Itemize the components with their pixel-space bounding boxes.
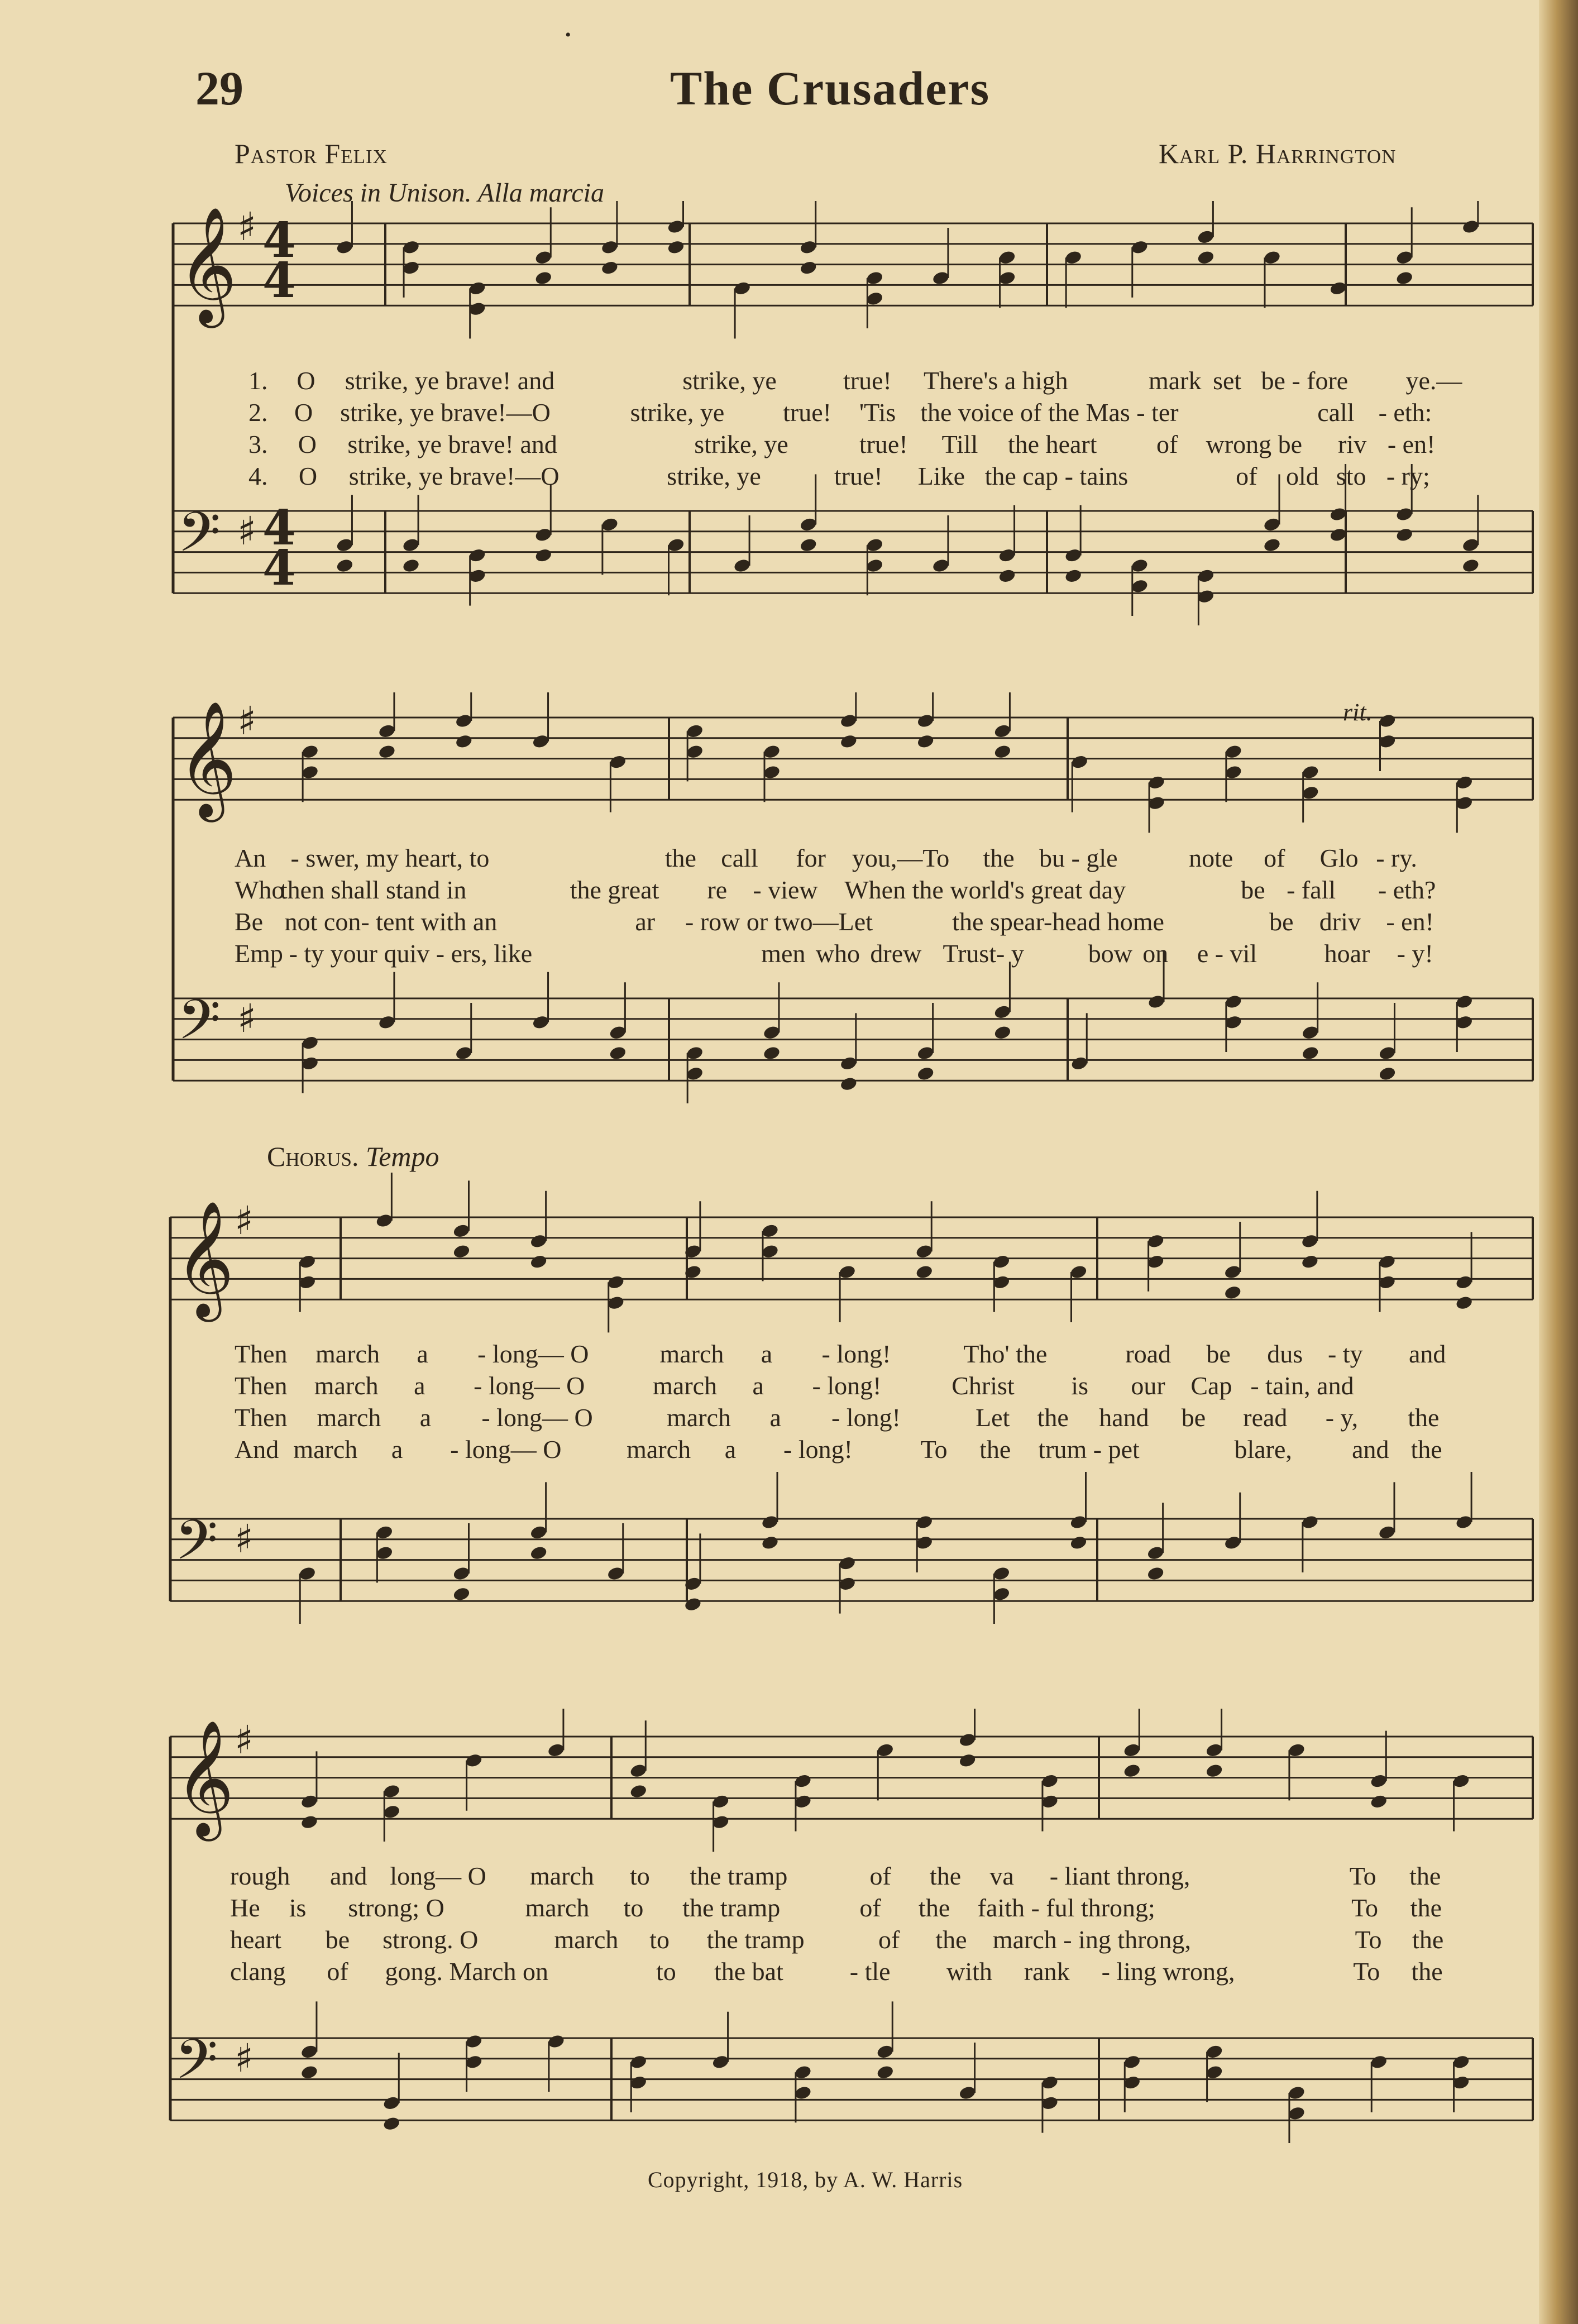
lyric-syllable: drew — [870, 939, 922, 968]
lyric-syllable: rough — [230, 1862, 290, 1890]
lyric-syllable: read — [1243, 1403, 1288, 1432]
lyric-syllable: march — [659, 1340, 724, 1368]
lyric-syllable: march — [667, 1403, 731, 1432]
lyric-syllable: - view — [753, 876, 818, 904]
verse-line — [0, 429, 1578, 461]
lyric-syllable: be - fore — [1261, 366, 1349, 395]
verse-line — [0, 843, 1578, 874]
lyric-syllable: Then — [235, 1340, 288, 1368]
lyric-syllable: be — [325, 1925, 350, 1954]
note-head — [1069, 1535, 1088, 1551]
lyric-syllable: Be — [235, 907, 264, 936]
lyric-syllable: a — [769, 1403, 781, 1432]
lyric-syllable: driv — [1319, 907, 1361, 936]
lyric-syllable: - eth? — [1378, 876, 1436, 904]
lyric-syllable: the — [1411, 1957, 1443, 1986]
lyric-syllable: bu - gle — [1039, 844, 1118, 872]
key-signature-sharp: ♯ — [237, 204, 256, 250]
lyric-syllable: of — [878, 1925, 900, 1954]
lyric-syllable: of — [327, 1957, 348, 1986]
note-head — [377, 744, 396, 759]
lyric-syllable: the spear-head home — [952, 907, 1164, 936]
lyric-syllable: An — [235, 844, 266, 872]
lyric-syllable: march — [317, 1403, 381, 1432]
note-head — [1370, 1794, 1388, 1809]
lyric-syllable: O — [297, 366, 315, 395]
lyric-syllable: Who — [235, 876, 285, 904]
lyric-syllable: note — [1189, 844, 1233, 872]
note-head — [993, 1025, 1012, 1040]
note-head — [1064, 568, 1083, 584]
lyric-syllable: - ling wrong, — [1101, 1957, 1235, 1986]
lyric-syllable: - ry; — [1386, 462, 1430, 490]
lyric-syllable: Tho' the — [963, 1340, 1048, 1368]
lyric-syllable: strike, ye — [694, 430, 788, 458]
lyric-syllable: There's a high — [923, 366, 1068, 395]
lyric-syllable: the — [935, 1925, 967, 1954]
lyric-syllable: O — [298, 462, 318, 490]
note-head — [1123, 1763, 1141, 1778]
lyric-syllable: strong; O — [348, 1893, 444, 1922]
lyric-syllable: a — [417, 1340, 428, 1368]
bass-clef: 𝄢 — [178, 988, 221, 1066]
lyric-syllable: the cap - tains — [984, 462, 1128, 490]
lyric-syllable: march — [293, 1435, 358, 1464]
note-head — [1223, 1285, 1242, 1300]
lyric-syllable: - long! — [812, 1371, 882, 1400]
lyric-syllable: march - ing throng, — [992, 1925, 1191, 1954]
lyric-syllable: call — [721, 844, 758, 872]
lyric-syllable: is — [1071, 1371, 1088, 1400]
lyric-syllable: wrong be — [1206, 430, 1303, 458]
treble-clef: 𝄞 — [178, 700, 237, 817]
lyric-syllable: march — [653, 1371, 718, 1400]
lyric-syllable: - fall — [1287, 876, 1336, 904]
lyric-syllable: to — [623, 1893, 644, 1922]
lyric-syllable: Christ — [951, 1371, 1015, 1400]
note-head — [916, 734, 935, 749]
lyric-syllable: Then — [235, 1371, 288, 1400]
lyric-syllable: strong. O — [382, 1925, 479, 1954]
lyric-syllable: the — [1409, 1862, 1441, 1890]
lyric-syllable: to — [629, 1862, 650, 1890]
lyric-syllable: Like — [917, 462, 965, 490]
note-head — [1146, 1566, 1165, 1581]
lyric-syllable: our — [1131, 1371, 1165, 1400]
time-signature-top: 4 — [262, 500, 296, 556]
lyric-syllable: with — [946, 1957, 992, 1986]
lyric-syllable: - long! — [821, 1340, 891, 1368]
note-head — [529, 1254, 548, 1269]
lyric-syllable: To — [1353, 1957, 1380, 1986]
note-head — [1395, 527, 1414, 543]
lyric-syllable: - en! — [1387, 430, 1436, 458]
lyric-syllable: - tain, and — [1250, 1371, 1354, 1400]
key-signature-sharp: ♯ — [235, 1516, 254, 1562]
lyric-syllable: Till — [941, 430, 978, 458]
key-signature-sharp: ♯ — [237, 996, 256, 1041]
lyric-syllable: - en! — [1386, 907, 1434, 936]
lyric-syllable: is — [289, 1893, 307, 1922]
lyric-syllable: the tramp — [682, 1893, 781, 1922]
lyric-syllable: true! — [834, 462, 883, 490]
lyric-syllable: true! — [859, 430, 908, 458]
copyright-notice: Copyright, 1918, by A. W. Harris — [648, 2167, 963, 2192]
lyric-syllable: - long! — [783, 1435, 853, 1464]
lyric-syllable: call — [1317, 398, 1355, 427]
lyric-syllable: to — [656, 1957, 676, 1986]
lyric-syllable: Emp — [235, 939, 283, 968]
lyric-syllable: of — [1156, 430, 1178, 458]
note-head — [629, 1783, 648, 1799]
note-head — [1197, 250, 1215, 265]
verse-line — [0, 1371, 1578, 1402]
lyric-syllable: - row or two—Let — [685, 907, 873, 936]
lyric-syllable: To — [1351, 1893, 1378, 1922]
lyric-syllable: O — [298, 430, 317, 458]
note-head — [1300, 1254, 1319, 1269]
note-head — [1263, 537, 1281, 553]
lyric-syllable: - long! — [831, 1403, 901, 1432]
note-head — [529, 1545, 548, 1561]
lyric-syllable: be — [1181, 1403, 1206, 1432]
note-head — [876, 2064, 895, 2080]
lyric-syllable: va — [989, 1862, 1014, 1890]
tempo-marking: Voices in Unison. Alla marcia — [285, 178, 604, 208]
lyric-syllable: 3. — [248, 430, 268, 458]
lyric-syllable: the — [664, 844, 696, 872]
note-head — [534, 270, 553, 286]
lyric-syllable: clang — [230, 1957, 286, 1986]
lyric-syllable: ar — [635, 907, 656, 936]
page-number: 29 — [195, 61, 243, 115]
lyric-syllable: To — [1349, 1862, 1376, 1890]
lyric-syllable: mark — [1148, 366, 1202, 395]
lyric-syllable: sto — [1336, 462, 1366, 490]
lyric-syllable: - ty your quiv - ers, like — [289, 939, 533, 968]
lyric-syllable: strike, ye — [630, 398, 725, 427]
lyric-syllable: heart — [230, 1925, 281, 1954]
lyric-syllable: strike, ye — [667, 462, 761, 490]
lyric-syllable: of — [1236, 462, 1257, 490]
treble-clef: 𝄞 — [175, 1200, 235, 1317]
note-head — [401, 558, 420, 573]
lyric-syllable: a — [414, 1371, 425, 1400]
note-head — [1378, 1066, 1397, 1082]
lyric-syllable: long— O — [390, 1862, 486, 1890]
lyric-syllable: and — [1352, 1435, 1389, 1464]
lyric-syllable: - long— O — [474, 1371, 585, 1400]
lyric-syllable: the great — [570, 876, 659, 904]
bass-clef: 𝄢 — [175, 1508, 218, 1586]
lyric-syllable: road — [1125, 1340, 1171, 1368]
lyric-syllable: strike, ye brave! and — [345, 366, 555, 395]
time-signature-bottom: 4 — [262, 252, 296, 309]
lyric-syllable: on — [1142, 939, 1169, 968]
verse-line — [0, 1925, 1578, 1956]
lyric-syllable: march — [627, 1435, 691, 1464]
verse-line — [0, 461, 1578, 492]
lyric-syllable: the — [1408, 1403, 1440, 1432]
note-head — [300, 2064, 318, 2080]
note-head — [799, 537, 817, 553]
lyric-syllable: march — [315, 1340, 380, 1368]
lyric-syllable: not con- tent with an — [284, 907, 498, 936]
lyric-syllable: hoar — [1324, 939, 1370, 968]
note-head — [1301, 1045, 1319, 1061]
lyric-syllable: the voice of the Mas - ter — [920, 398, 1179, 427]
print-speck: • — [565, 26, 571, 44]
lyric-syllable: Then — [235, 1403, 288, 1432]
note-head — [452, 1586, 471, 1602]
verse-line — [0, 1403, 1578, 1434]
lyric-syllable: strike, ye brave!—O — [340, 398, 551, 427]
composer-credit: Karl P. Harrington — [1159, 138, 1397, 169]
lyric-syllable: hand — [1099, 1403, 1149, 1432]
note-head — [667, 240, 685, 255]
lyric-syllable: of — [869, 1862, 891, 1890]
bass-clef: 𝄢 — [175, 2027, 218, 2106]
lyric-syllable: faith - ful throng; — [977, 1893, 1155, 1922]
lyric-syllable: then shall stand in — [280, 876, 467, 904]
key-signature-sharp: ♯ — [235, 2035, 254, 2081]
lyric-syllable: the — [919, 1893, 950, 1922]
time-signature-top: 4 — [262, 212, 296, 269]
time-signature-bottom: 4 — [262, 540, 296, 596]
note-head — [998, 568, 1016, 584]
note-head — [799, 260, 817, 275]
note-head — [600, 260, 619, 275]
lyric-syllable: a — [391, 1435, 403, 1464]
lyric-syllable: re — [707, 876, 728, 904]
lyric-syllable: a — [752, 1371, 764, 1400]
note-head — [1455, 1295, 1474, 1311]
lyric-syllable: To — [920, 1435, 948, 1464]
lyric-syllable: - eth: — [1378, 398, 1432, 427]
verse-line — [0, 1339, 1578, 1370]
lyric-syllable: And — [235, 1435, 279, 1464]
lyric-syllable: the — [1410, 1435, 1442, 1464]
lyric-syllable: ye.— — [1405, 366, 1462, 395]
lyric-syllable: rank — [1024, 1957, 1070, 1986]
lyric-syllable: 1. — [248, 366, 268, 395]
verse-line — [0, 366, 1578, 397]
lyric-syllable: the bat — [714, 1957, 783, 1986]
lyric-syllable: for — [796, 844, 826, 872]
lyric-syllable: true! — [843, 366, 892, 395]
treble-clef: 𝄞 — [175, 1719, 235, 1837]
note-head — [916, 1066, 935, 1082]
lyric-syllable: a — [419, 1403, 432, 1432]
lyric-syllable: 4. — [248, 462, 268, 490]
lyric-syllable: the — [983, 844, 1015, 872]
lyric-syllable: - ty — [1327, 1340, 1363, 1368]
verse-line — [0, 875, 1578, 906]
treble-clef: 𝄞 — [178, 206, 237, 323]
note-head — [1205, 1763, 1223, 1778]
lyric-syllable: - tle — [849, 1957, 891, 1986]
verse-line — [0, 398, 1578, 429]
lyric-syllable: gong. March on — [385, 1957, 548, 1986]
key-signature-sharp: ♯ — [237, 508, 256, 554]
lyric-syllable: be — [1269, 907, 1294, 936]
note-head — [761, 1535, 779, 1551]
lyric-syllable: strike, ye brave!—O — [348, 462, 560, 490]
chorus-label: Chorus. Tempo — [267, 1141, 439, 1172]
note-head — [762, 1045, 781, 1061]
key-signature-sharp: ♯ — [235, 1198, 254, 1244]
lyric-syllable: march — [314, 1371, 379, 1400]
note-head — [455, 734, 473, 749]
note-head — [1461, 558, 1480, 573]
note-head — [609, 1045, 627, 1061]
verse-line — [0, 939, 1578, 970]
lyric-syllable: a — [724, 1435, 737, 1464]
lyric-syllable: the — [929, 1862, 962, 1890]
lyric-syllable: set — [1213, 366, 1242, 395]
lyric-syllable: e - vil — [1197, 939, 1257, 968]
lyric-syllable: Let — [976, 1403, 1010, 1432]
note-head — [382, 2116, 401, 2131]
lyric-syllable: the — [1412, 1925, 1444, 1954]
verse-line — [0, 1861, 1578, 1892]
lyricist-credit: Pastor Felix — [235, 138, 388, 169]
note-head — [452, 1244, 471, 1259]
verse-line — [0, 1957, 1578, 1988]
lyric-syllable: true! — [783, 398, 831, 427]
lyric-syllable: strike, ye — [682, 366, 777, 395]
lyric-syllable: the — [1410, 1893, 1442, 1922]
lyric-syllable: the — [979, 1435, 1011, 1464]
lyric-syllable: blare, — [1234, 1435, 1292, 1464]
lyric-syllable: Trust- y — [943, 939, 1024, 968]
hymn-title: The Crusaders — [670, 61, 991, 115]
lyric-syllable: be — [1206, 1340, 1231, 1368]
lyric-syllable: dus — [1267, 1340, 1303, 1368]
key-signature-sharp: ♯ — [235, 1717, 254, 1763]
note-head — [915, 1264, 934, 1280]
verse-line — [0, 1434, 1578, 1466]
note-head — [993, 744, 1012, 759]
lyric-syllable: and — [1409, 1340, 1446, 1368]
lyric-syllable: - y! — [1397, 939, 1433, 968]
lyric-syllable: Glo — [1319, 844, 1359, 872]
lyric-syllable: riv — [1338, 430, 1367, 458]
lyric-syllable: be — [1241, 876, 1265, 904]
lyric-syllable: men — [761, 939, 806, 968]
lyric-syllable: - long— O — [450, 1435, 562, 1464]
lyric-syllable: old — [1286, 462, 1319, 490]
lyric-syllable: strike, ye brave! and — [347, 430, 557, 458]
lyric-syllable: a — [761, 1340, 773, 1368]
note-head — [1395, 270, 1414, 286]
lyric-syllable: of — [1264, 844, 1285, 872]
lyric-syllable: who — [815, 939, 860, 968]
lyric-syllable: march — [554, 1925, 619, 1954]
note-head — [839, 1076, 858, 1092]
lyric-syllable: the — [1037, 1403, 1069, 1432]
lyric-syllable: - ry. — [1376, 844, 1417, 872]
lyric-syllable: to — [649, 1925, 670, 1954]
lyric-syllable: the heart — [1007, 430, 1097, 458]
verse-line — [0, 1893, 1578, 1924]
lyric-syllable: trum - pet — [1038, 1435, 1140, 1464]
note-head — [336, 558, 354, 573]
lyric-syllable: and — [329, 1862, 367, 1890]
lyric-syllable: of — [859, 1893, 881, 1922]
lyric-syllable: To — [1355, 1925, 1382, 1954]
lyric-syllable: - liant throng, — [1049, 1862, 1190, 1890]
lyric-syllable: the tramp — [706, 1925, 805, 1954]
verse-line — [0, 907, 1578, 938]
lyric-syllable: - long— O — [477, 1340, 589, 1368]
lyric-syllable: - swer, my heart, to — [290, 844, 490, 872]
lyric-syllable: march — [529, 1862, 594, 1890]
note-head — [958, 1753, 977, 1768]
lyric-syllable: bow — [1088, 939, 1132, 968]
lyric-syllable: - y, — [1325, 1403, 1359, 1432]
lyric-syllable: 2. — [248, 398, 268, 427]
lyric-syllable: O — [294, 398, 313, 427]
lyric-syllable: He — [230, 1893, 260, 1922]
lyric-syllable: you,—To — [852, 844, 950, 872]
ritardando-mark: rit. — [1343, 699, 1373, 726]
key-signature-sharp: ♯ — [237, 698, 256, 744]
lyric-syllable: Cap — [1190, 1371, 1232, 1400]
note-head — [534, 547, 553, 563]
note-head — [300, 1814, 318, 1830]
lyric-syllable: When the world's great day — [844, 876, 1126, 904]
lyric-syllable: 'Tis — [859, 398, 896, 427]
note-head — [839, 734, 858, 749]
lyric-syllable: - long— O — [481, 1403, 593, 1432]
lyric-syllable: march — [525, 1893, 590, 1922]
lyric-syllable: the tramp — [690, 1862, 788, 1890]
bass-clef: 𝄢 — [178, 500, 221, 578]
